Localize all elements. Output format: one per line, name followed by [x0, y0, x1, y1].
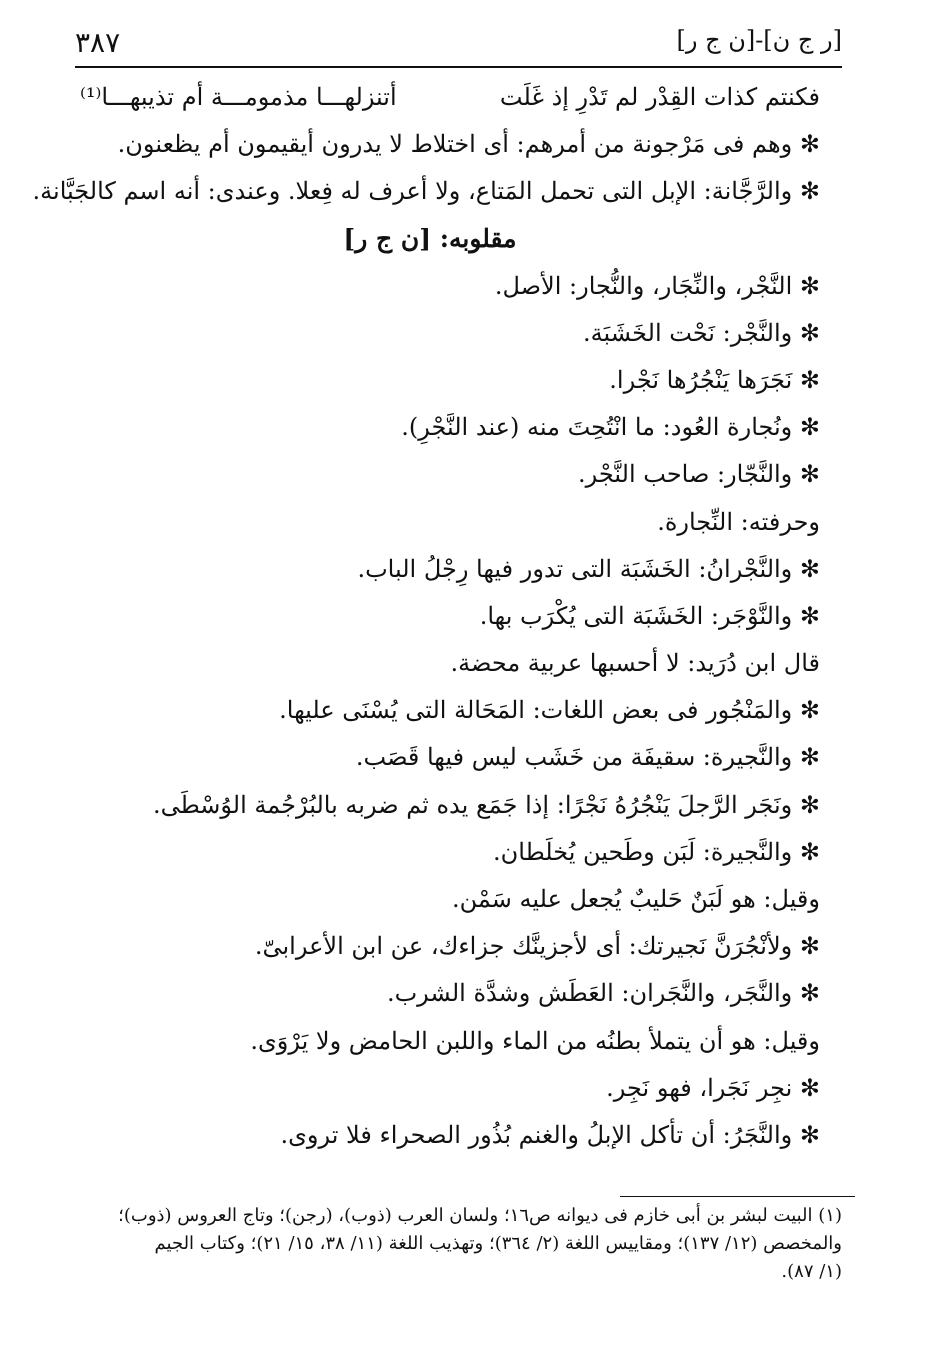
- running-head: [ر ج ن]-[ن ج ر]: [676, 26, 842, 54]
- text-line: وحرفته: النِّجارة.: [657, 507, 820, 536]
- text-line: ✻ وهم فى مَرْجونة من أمرهم: أى اختلاط لا يدرون أيقيمون أم يظعنون.: [117, 130, 820, 158]
- footnotes: [110, 1202, 842, 1286]
- text-line: ✻ والمَنْجُور فى بعض اللغات: المَحَالة التى يُسْنَى عليها.: [279, 696, 820, 725]
- footnote-line: (١/ ٨٧).: [781, 1261, 842, 1282]
- text-line: ✻ ولأنْجُرَنَّ نَجيرتك: أى لأجزينَّك جزاءك، عن ابن الأعرابىّ.: [254, 932, 820, 961]
- text-line: ✻ نجِر نَجَرا، فهو نَجِر.: [606, 1073, 820, 1102]
- verse-hemistich-2: أتنزلهـــا مذمومـــة أم تذيبهـــا⁽¹⁾: [80, 83, 397, 111]
- text-line: ✻ النَّجْر، والنِّجَار، والنُّجار: الأصل.: [494, 271, 820, 300]
- text-line: وقيل: هو لَبَنٌ حَليبٌ يُجعل عليه سَمْن.: [452, 885, 820, 913]
- footnote-rule: [620, 1196, 855, 1197]
- text-line: ✻ والرَّجَّانة: الإبل التى تحمل المَتاع، ولا أعرف له فِعلا. وعندى: أنه اسم كالجَبَّانة.: [32, 177, 820, 206]
- text-line: ✻ والنَّجيرة: لَبَن وطَحين يُخلَطان.: [493, 837, 820, 866]
- page-header: [75, 22, 842, 64]
- page-body: [32, 74, 820, 1159]
- section-heading: مقلوبه: [ن ج ر]: [343, 224, 517, 254]
- text-line: ✻ ونُجارة العُود: ما انْتُحِتَ منه (عند النَّجْرِ).: [401, 413, 820, 442]
- text-line: ✻ والنَّجَرُ: أن تأكل الإبلُ والغنم بُذُور الصحراء فلا تروى.: [280, 1120, 820, 1149]
- page-number: ٣٨٧: [75, 26, 121, 59]
- text-line: ✻ ونَجَر الرَّجلَ يَنْجُرُهُ نَجْرًا: إذا جَمَع يده ثم ضربه بالبُرْجُمة الوُسْطَى.: [152, 790, 820, 819]
- verse-line: [80, 74, 820, 121]
- text-line: ✻ والنَّجَر، والنَّجَران: العَطَش وشدَّة الشرب.: [386, 979, 820, 1008]
- text-line: ✻ والنَّجْر: نَحْت الخَشَبَة.: [583, 318, 820, 347]
- text-line: ✻ نَجَرَها يَنْجُرُها نَجْرا.: [609, 365, 820, 394]
- text-line: ✻ والنَّوْجَر: الخَشَبَة التى يُكْرَب بها.: [479, 601, 820, 630]
- text-line: وقيل: هو أن يتملأ بطنُه من الماء واللبن الحامض ولا يَرْوَى.: [250, 1026, 820, 1055]
- verse-hemistich-1: فكنتم كذات القِدْر لم تَدْرِ إذ غَلَت: [499, 83, 820, 111]
- text-line: ✻ والنَّجْرانُ: الخَشَبَة التى تدور فيها رِجْلُ الباب.: [357, 554, 820, 583]
- footnote-line: (١) البيت لبشر بن أبى خازم فى ديوانه ص١٦؛ ولسان العرب (ذوب)، (رجن)؛ وتاج العروس (ذوب)؛: [118, 1205, 842, 1226]
- text-line: قال ابن دُرَيد: لا أحسبها عربية محضة.: [450, 649, 820, 678]
- text-line: ✻ والنَّجيرة: سقيفَة من خَشَب ليس فيها قَصَب.: [355, 743, 820, 772]
- footnote-line: والمخصص (١٢/ ١٣٧)؛ ومقاييس اللغة (٢/ ٣٦٤)؛ وتهذيب اللغة (١١/ ٣٨، ١٥/ ٢١)؛ وكتاب الجيم: [154, 1233, 842, 1254]
- header-rule: [75, 66, 842, 68]
- text-line: ✻ والنَّجّار: صاحب النَّجْر.: [578, 460, 820, 489]
